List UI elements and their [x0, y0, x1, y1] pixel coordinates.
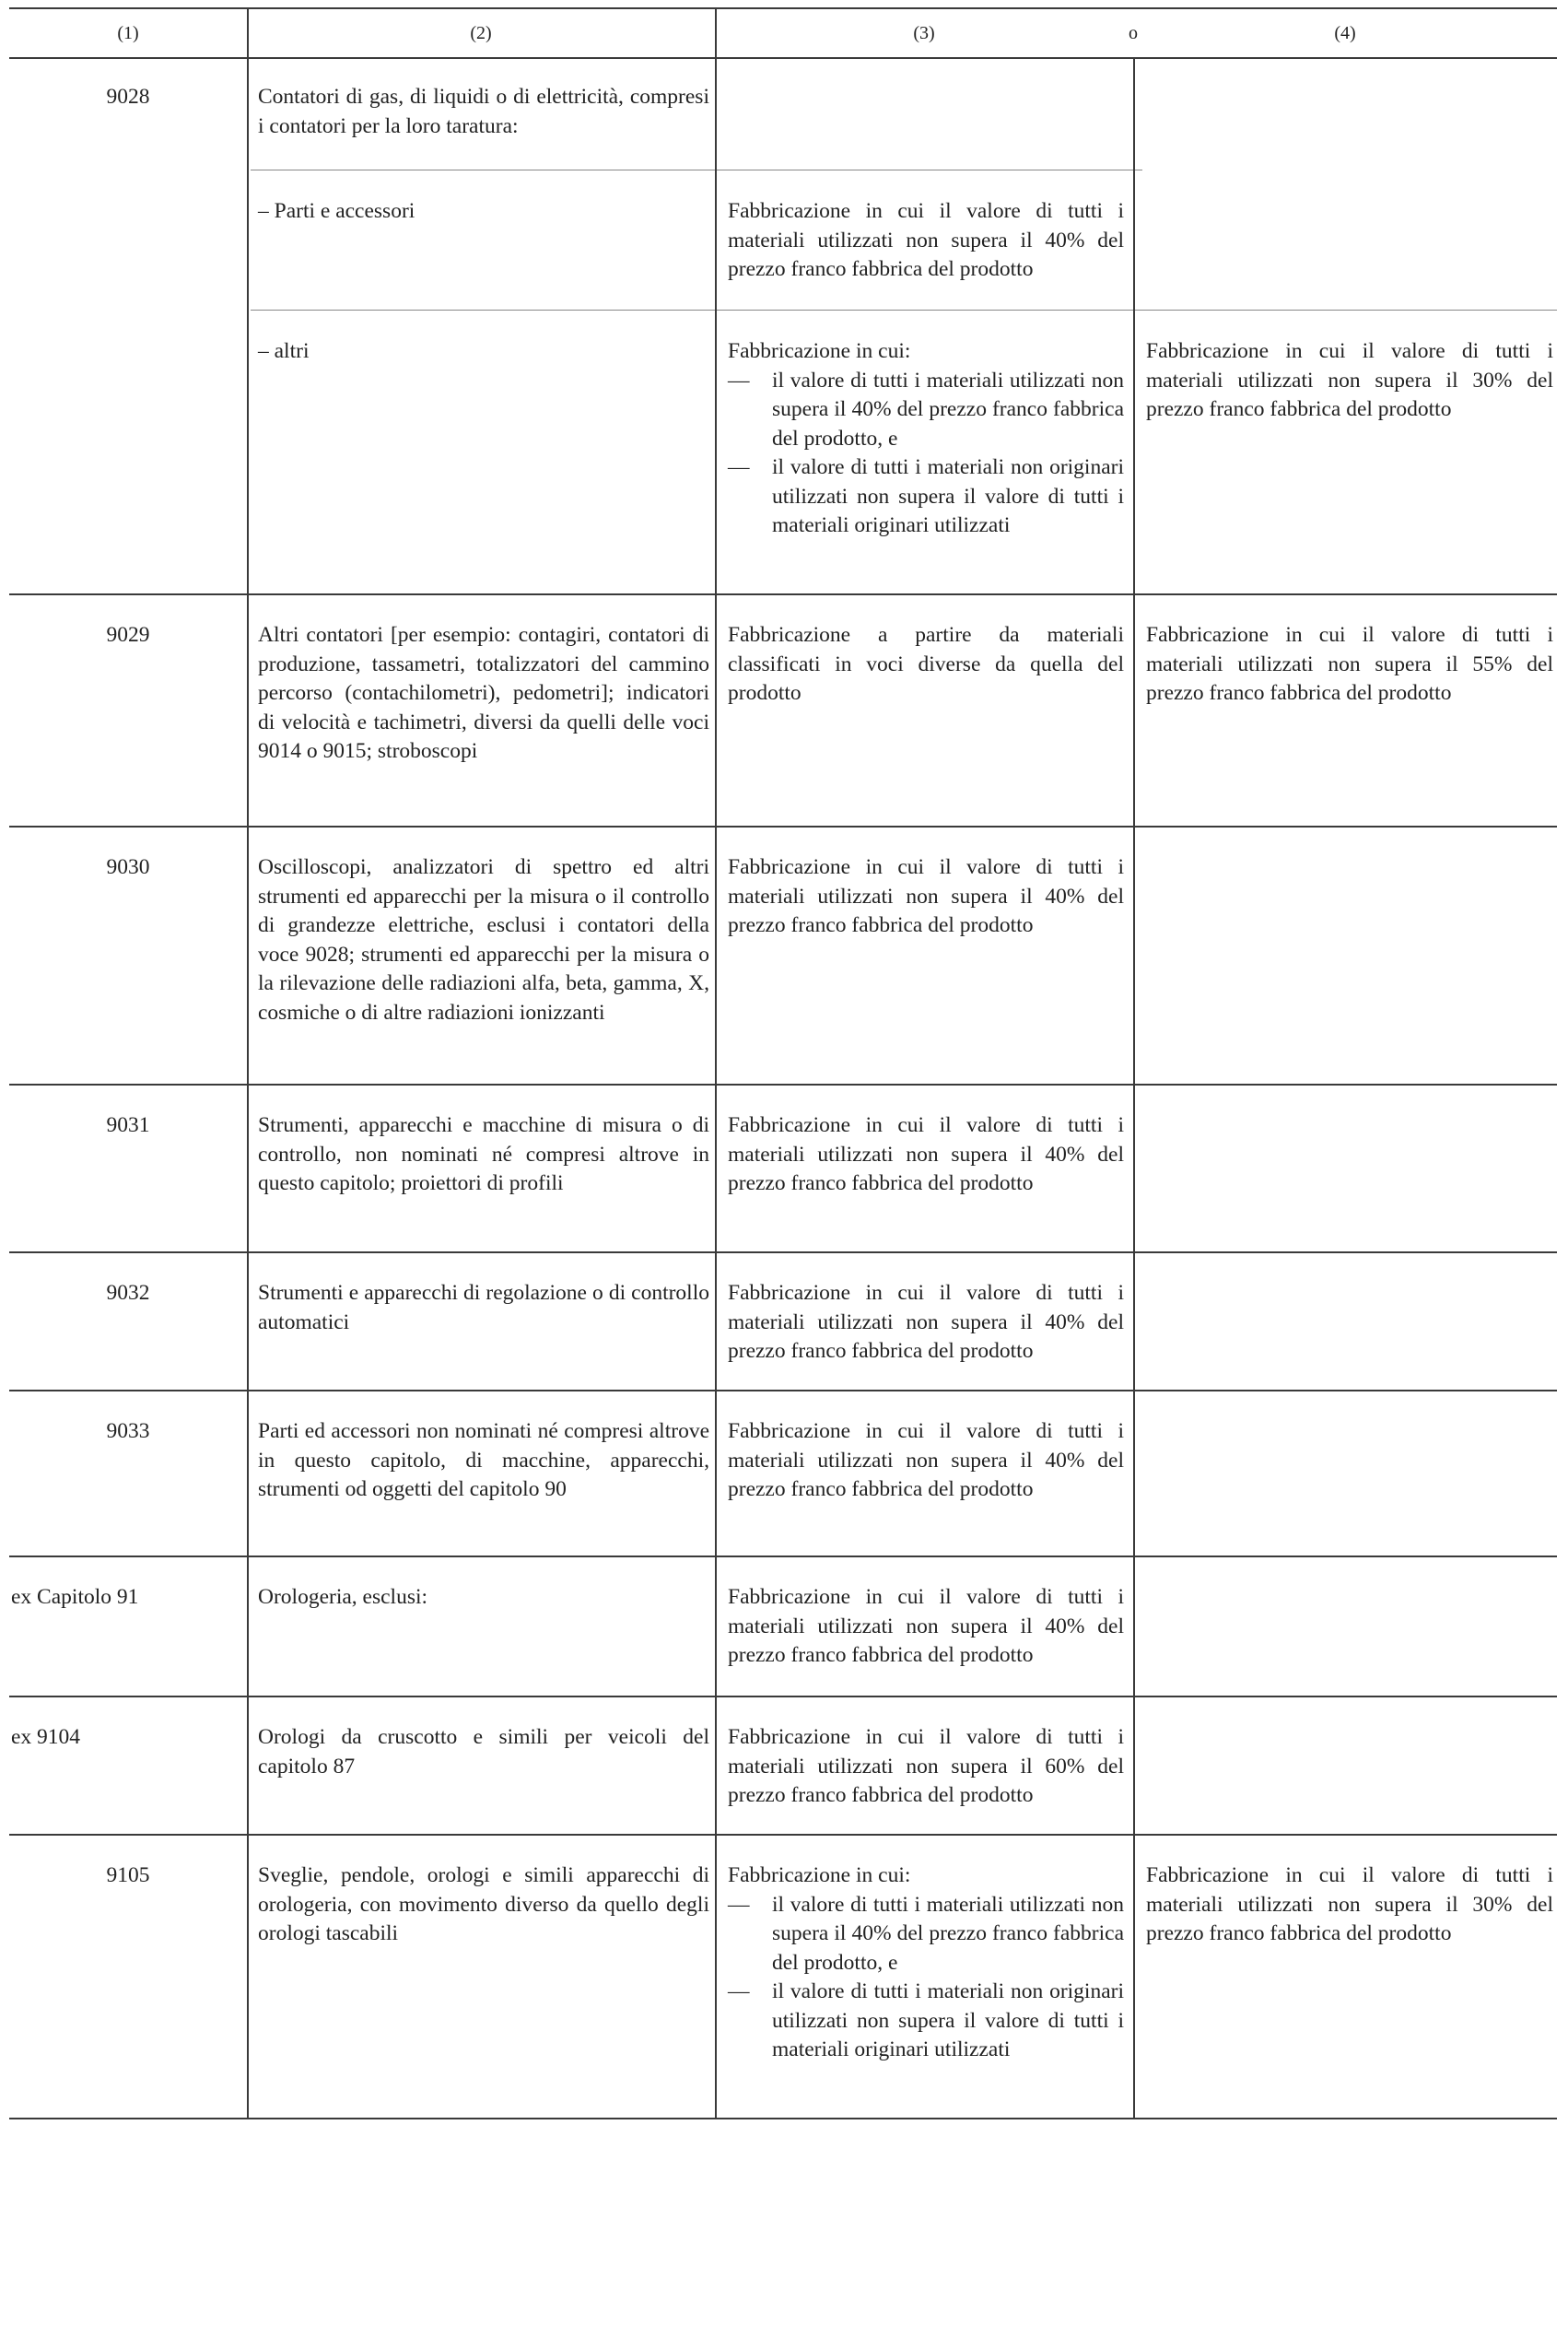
- row-rule-9033: [9, 1390, 1557, 1391]
- dash-icon: —: [728, 1979, 750, 2003]
- col4-9105: Fabbricazione in cui il valore di tutti i materiali utilizzati non supera il 30% del prezzo franco fabbrica del prodotto: [1146, 1863, 1553, 1945]
- desc-9105: Sveglie, pendole, orologi e simili apparecchi di orologeria, con movimento diverso da quello degli orologi tascabili: [258, 1863, 709, 1945]
- desc-9030: Oscilloscopi, analizzatori di spettro ed altri strumenti ed apparecchi per la misura o il controllo di grandezze elettriche, esclusi i contatori della voce 9028; strumenti ed apparecchi per la misura o la rilevazione delle radiazioni alfa, beta, gamma, X, cosmiche o di altre radiazioni ionizzanti: [258, 855, 709, 1025]
- header-or: o: [1129, 23, 1138, 43]
- list-item-text: il valore di tutti i materiali utilizzati non supera il 40% del prezzo franco fabbrica del prodotto, e: [772, 1892, 1124, 1975]
- row-rule-9029: [9, 593, 1557, 595]
- dash-icon: —: [728, 455, 750, 479]
- list-item: [728, 453, 1124, 541]
- row-rule-9105: [9, 1834, 1557, 1836]
- rules-of-origin-table: [9, 7, 1557, 2127]
- row-rule-9030: [9, 826, 1557, 828]
- col3-9105: [728, 1861, 1124, 2065]
- col4-9028-altri: Fabbricazione in cui il valore di tutti i materiali utilizzati non supera il 30% del prezzo franco fabbrica del prodotto: [1146, 339, 1553, 421]
- table-bottom-rule: [9, 2118, 1557, 2119]
- desc-9029: Altri contatori [per esempio: contagiri, contatori di produzione, tassametri, totalizzatori del cammino percorso (contachilometri), pedometri]; indicatori di velocità e tachimetri, diversi da quelli delle voci 9014 o 9015; stroboscopi: [258, 623, 709, 763]
- col3-9028-altri: [728, 337, 1124, 541]
- row-rule-ex9104: [9, 1696, 1557, 1697]
- dash-icon: —: [728, 1892, 750, 1917]
- desc-9028-parti: – Parti e accessori: [258, 199, 415, 223]
- code-9029: 9029: [106, 623, 150, 647]
- list-item: [728, 367, 1124, 454]
- desc-9028: Contatori di gas, di liquidi o di elettricità, compresi i contatori per la loro taratura:: [258, 85, 709, 138]
- desc-9033: Parti ed accessori non nominati né compresi altrove in questo capitolo, di macchine, apparecchi, strumenti od oggetti del capitolo 90: [258, 1419, 709, 1501]
- col3-9031: Fabbricazione in cui il valore di tutti i materiali utilizzati non supera il 40% del prezzo franco fabbrica del prodotto: [728, 1113, 1124, 1195]
- list-item-text: il valore di tutti i materiali non originari utilizzati non supera il valore di tutti i materiali originari utilizzati: [772, 455, 1124, 537]
- header-bottom-rule: [9, 57, 1557, 59]
- col3-ex-9104: Fabbricazione in cui il valore di tutti i materiali utilizzati non supera il 60% del prezzo franco fabbrica del prodotto: [728, 1725, 1124, 1807]
- header-col1: (1): [117, 23, 139, 43]
- col3-9030: Fabbricazione in cui il valore di tutti i materiali utilizzati non supera il 40% del prezzo franco fabbrica del prodotto: [728, 855, 1124, 937]
- list-item: [728, 1891, 1124, 1978]
- code-9028: 9028: [106, 85, 150, 109]
- desc-ex-9104: Orologi da cruscotto e simili per veicoli del capitolo 87: [258, 1725, 709, 1779]
- code-9031: 9031: [106, 1113, 150, 1137]
- code-9032: 9032: [106, 1281, 150, 1305]
- list-item-text: il valore di tutti i materiali non originari utilizzati non supera il valore di tutti i materiali originari utilizzati: [772, 1979, 1124, 2061]
- col3-ex-capitolo-91: Fabbricazione in cui il valore di tutti i materiali utilizzati non supera il 40% del prezzo franco fabbrica del prodotto: [728, 1585, 1124, 1667]
- header-col4: (4): [1334, 23, 1356, 43]
- row-rule-9032: [9, 1251, 1557, 1253]
- code-ex-9104: ex 9104: [11, 1725, 81, 1749]
- col3-9028-altri-intro: Fabbricazione in cui:: [728, 339, 911, 363]
- col3-9105-intro: Fabbricazione in cui:: [728, 1863, 911, 1887]
- row-9028-rule-2: [251, 310, 1557, 311]
- desc-9028-altri: – altri: [258, 339, 310, 363]
- desc-9031: Strumenti, apparecchi e macchine di misura o di controllo, non nominati né compresi altrove in questo capitolo; proiettori di profili: [258, 1113, 709, 1195]
- code-9030: 9030: [106, 855, 150, 879]
- code-ex-capitolo-91: ex Capitolo 91: [11, 1585, 139, 1609]
- desc-9032: Strumenti e apparecchi di regolazione o di controllo automatici: [258, 1281, 709, 1334]
- col3-9029: Fabbricazione a partire da materiali classificati in voci diverse da quella del prodotto: [728, 623, 1124, 705]
- col-divider-2: [715, 7, 717, 2119]
- header-col2: (2): [470, 23, 492, 43]
- list-item-text: il valore di tutti i materiali utilizzati non supera il 40% del prezzo franco fabbrica del prodotto, e: [772, 368, 1124, 451]
- code-9033: 9033: [106, 1419, 150, 1443]
- col3-9033: Fabbricazione in cui il valore di tutti i materiali utilizzati non supera il 40% del prezzo franco fabbrica del prodotto: [728, 1419, 1124, 1501]
- list-item: [728, 1978, 1124, 2065]
- dash-icon: —: [728, 368, 750, 393]
- col4-9029: Fabbricazione in cui il valore di tutti i materiali utilizzati non supera il 55% del prezzo franco fabbrica del prodotto: [1146, 623, 1553, 705]
- row-rule-ex91: [9, 1556, 1557, 1557]
- desc-ex-capitolo-91: Orologeria, esclusi:: [258, 1585, 428, 1609]
- code-9105: 9105: [106, 1863, 150, 1887]
- header-col3: (3): [913, 23, 935, 43]
- table-top-rule: [9, 7, 1557, 9]
- row-rule-9031: [9, 1084, 1557, 1086]
- col-divider-1: [247, 7, 249, 2119]
- col3-9028-parti: Fabbricazione in cui il valore di tutti i materiali utilizzati non supera il 40% del prezzo franco fabbrica del prodotto: [728, 199, 1124, 281]
- col-divider-3: [1133, 57, 1135, 2119]
- col3-9032: Fabbricazione in cui il valore di tutti i materiali utilizzati non supera il 40% del prezzo franco fabbrica del prodotto: [728, 1281, 1124, 1363]
